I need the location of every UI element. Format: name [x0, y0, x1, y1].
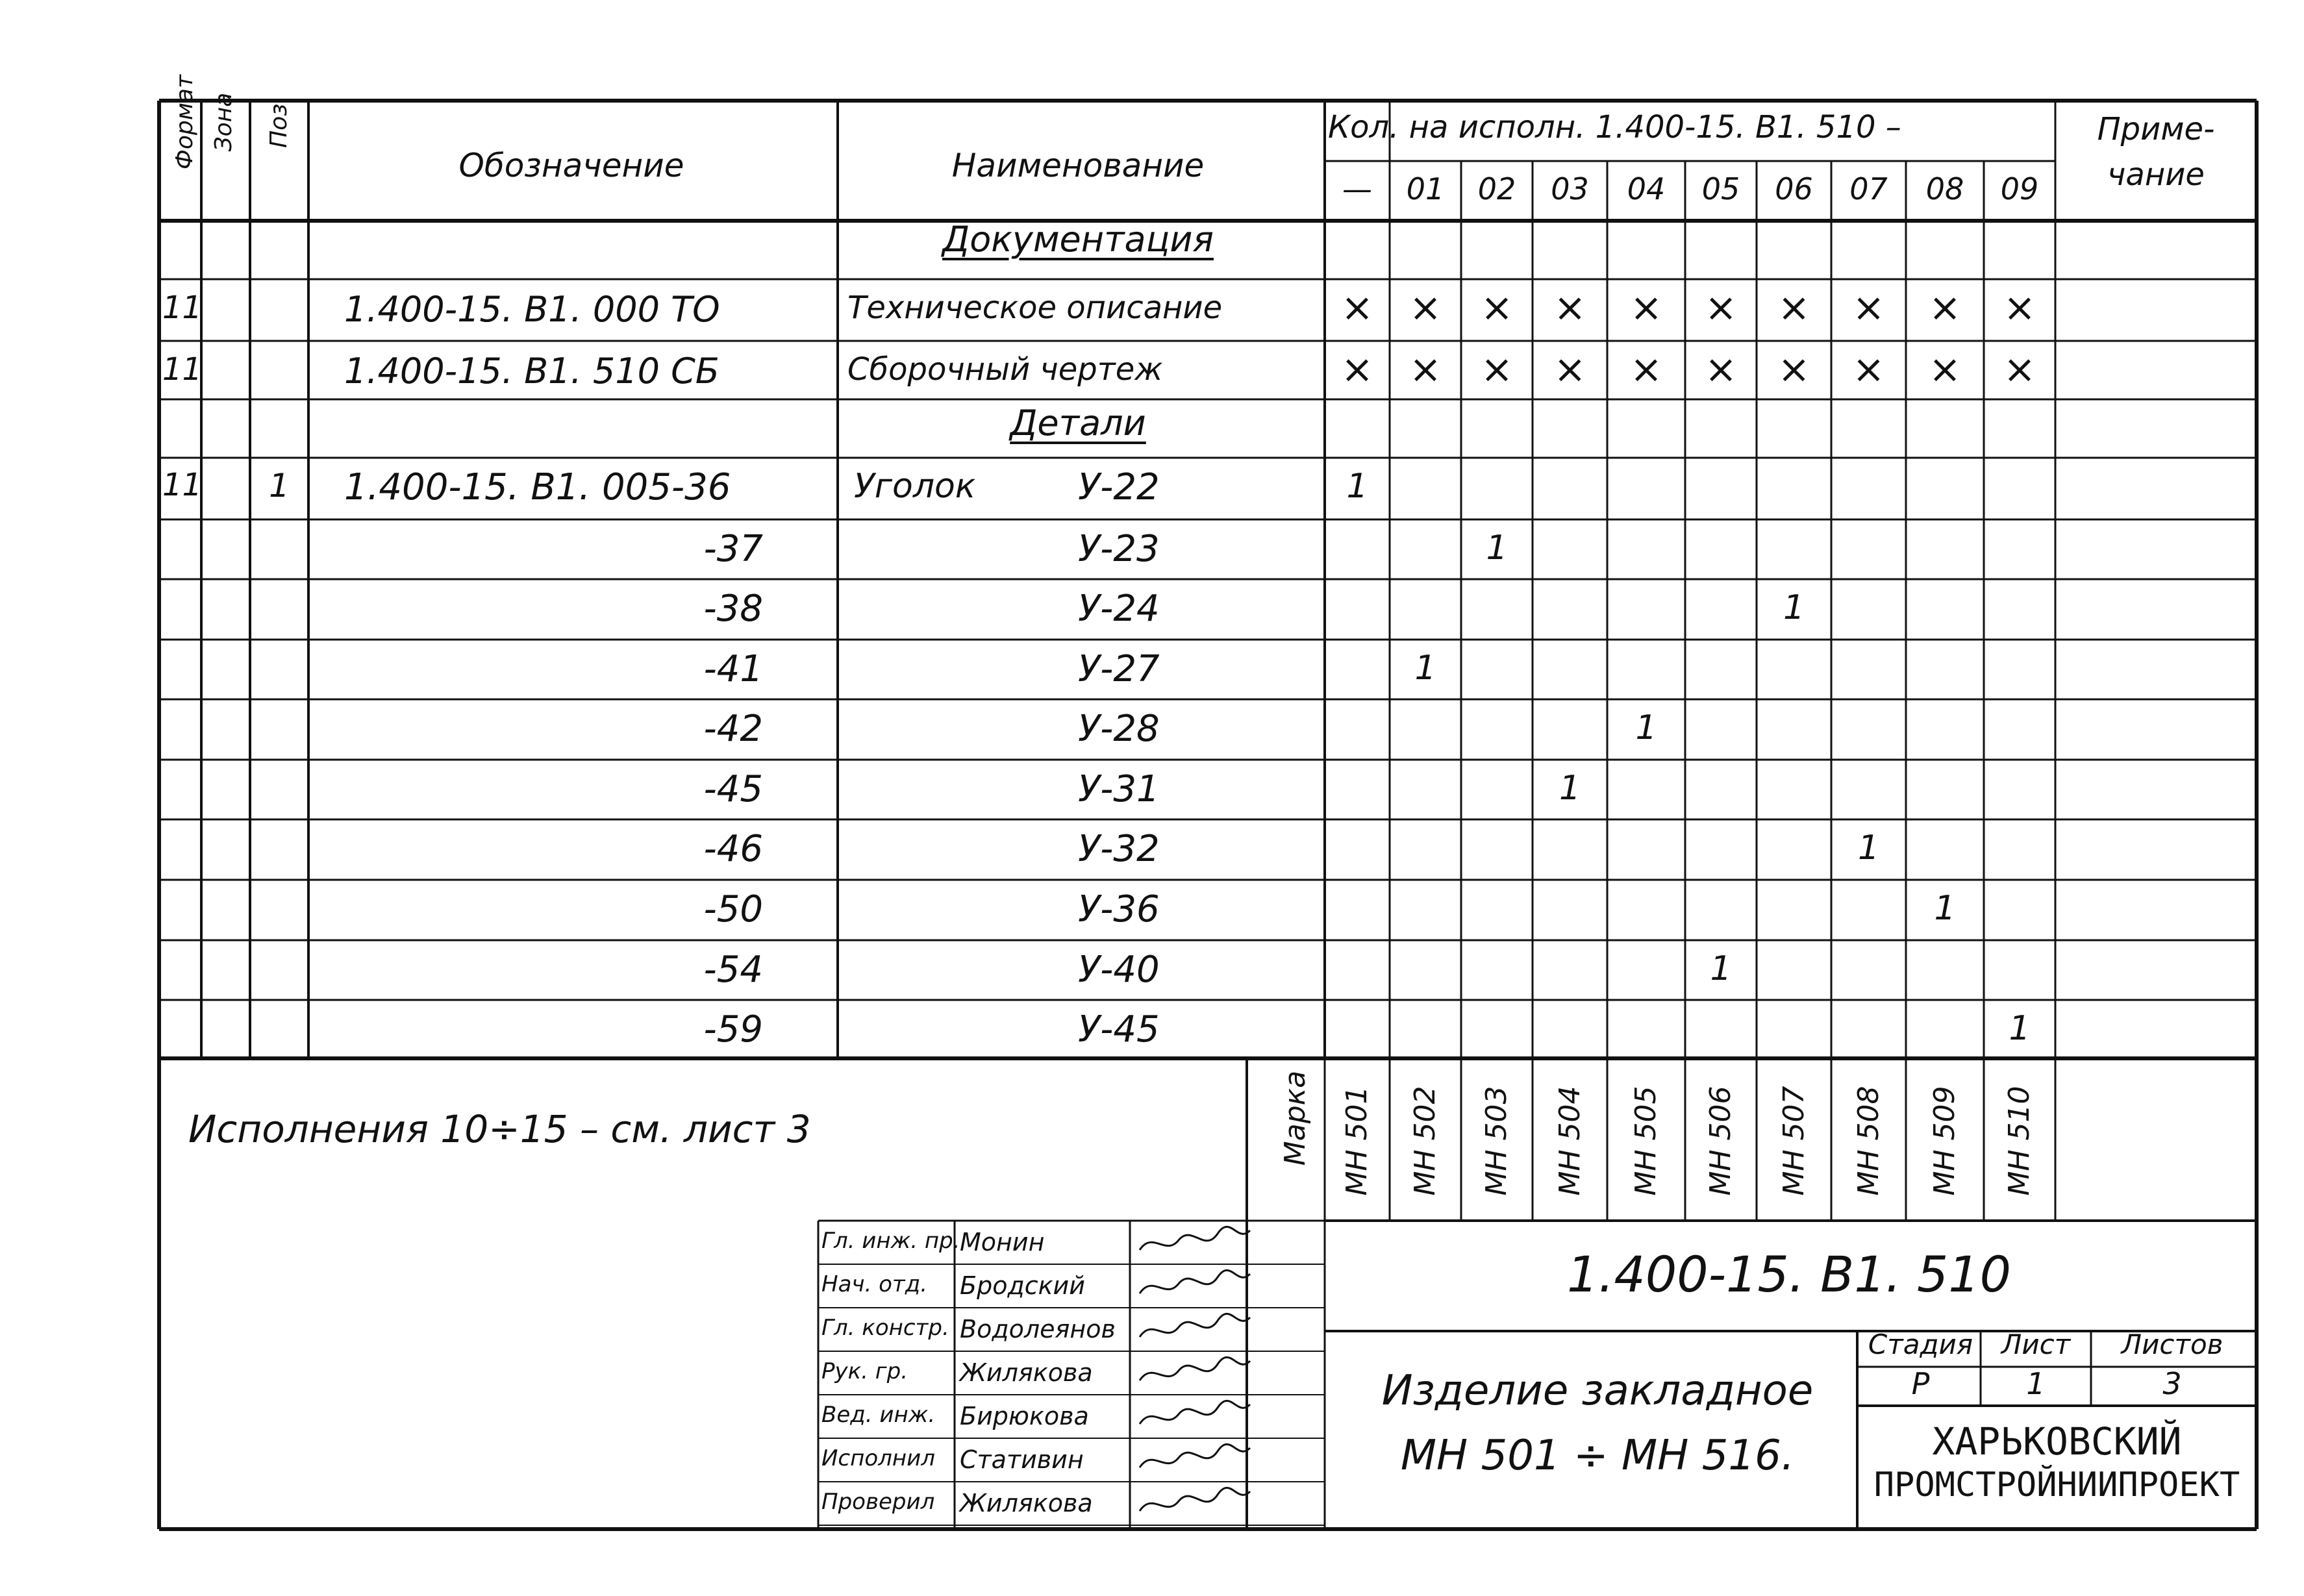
row-designation: -41	[703, 648, 763, 690]
approver-name: Стативин	[960, 1445, 1084, 1474]
row-code: У-40	[1078, 949, 1160, 991]
row-mark: ×	[1480, 285, 1514, 330]
signature-mark	[1140, 1401, 1250, 1424]
row-mark: ×	[1852, 347, 1885, 392]
mark-3: МН 504	[1553, 1086, 1586, 1196]
marks-label: Марка	[1279, 1070, 1312, 1166]
variant-header-9: 09	[2000, 171, 2039, 206]
row-pos: 1	[269, 467, 290, 505]
row-name: Сборочный чертеж	[847, 351, 1163, 388]
row-code: У-22	[1078, 466, 1160, 508]
row-designation: -38	[703, 588, 763, 630]
row-mark: ×	[1928, 285, 1962, 330]
title-line-2: МН 501 ÷ МН 516.	[1400, 1432, 1795, 1480]
row-designation: -42	[703, 708, 763, 750]
row-qty: 1	[1783, 588, 1805, 627]
mark-5: МН 506	[1704, 1086, 1737, 1196]
row-designation: -50	[703, 888, 763, 930]
mark-0: МН 501	[1340, 1086, 1373, 1196]
row-qty: 1	[1710, 949, 1732, 988]
variant-header-0: —	[1342, 171, 1372, 206]
row-mark: ×	[1852, 285, 1885, 330]
row-format: 11	[162, 290, 203, 326]
row-mark: ×	[1629, 285, 1663, 330]
approver-name: Жилякова	[960, 1489, 1093, 1517]
row-mark: ×	[1553, 285, 1586, 330]
row-designation: -54	[703, 949, 763, 991]
row-designation: -37	[703, 528, 763, 570]
signature-mark	[1140, 1314, 1250, 1337]
row-qty: 1	[1559, 769, 1581, 808]
row-designation: 1.400-15. В1. 005-36	[344, 466, 731, 508]
row-mark: ×	[1409, 285, 1442, 330]
row-name: Уголок	[854, 467, 976, 506]
section-details: Детали	[1010, 403, 1146, 443]
row-name: Техническое описание	[847, 290, 1223, 326]
header-pos: Поз.	[266, 96, 292, 148]
row-qty: 1	[1635, 708, 1657, 747]
signature-mark	[1140, 1357, 1250, 1380]
approver-name: Монин	[960, 1228, 1045, 1256]
row-mark: ×	[1777, 347, 1810, 392]
row-designation: 1.400-15. В1. 000 ТО	[344, 289, 720, 330]
variant-header-1: 01	[1406, 171, 1445, 206]
row-qty: 1	[1414, 649, 1436, 688]
title-line-1: Изделие закладное	[1381, 1367, 1814, 1415]
row-mark: ×	[1553, 347, 1586, 392]
approver-role: Исполнил	[821, 1445, 935, 1471]
row-qty: 1	[1346, 467, 1368, 506]
approver-role: Гл. инж. пр.	[821, 1228, 960, 1254]
row-designation: -59	[703, 1008, 763, 1051]
sheet-value: 1	[2026, 1366, 2046, 1401]
sheet-label: Лист	[2001, 1328, 2071, 1360]
mark-2: МН 503	[1480, 1086, 1513, 1196]
header-note-1: Приме-	[2097, 111, 2215, 147]
row-code: У-32	[1078, 828, 1160, 870]
footnote: Исполнения 10÷15 – см. лист 3	[188, 1107, 811, 1151]
row-code: У-27	[1078, 648, 1160, 690]
stage-value: Р	[1911, 1366, 1930, 1401]
row-mark: ×	[1704, 347, 1738, 392]
approver-role: Нач. отд.	[821, 1271, 928, 1297]
row-mark: ×	[1629, 347, 1663, 392]
document-code: 1.400-15. В1. 510	[1567, 1245, 2011, 1303]
header-qty: Кол. на исполн. 1.400-15. В1. 510 –	[1328, 109, 1901, 145]
row-code: У-45	[1078, 1008, 1160, 1051]
row-qty: 1	[1486, 529, 1508, 567]
row-qty: 1	[1934, 889, 1956, 928]
row-designation: 1.400-15. В1. 510 СБ	[344, 351, 720, 392]
approver-role: Рук. гр.	[821, 1358, 908, 1384]
row-mark: ×	[1928, 347, 1962, 392]
header-zone: Зона	[210, 92, 237, 152]
approver-name: Бродский	[960, 1271, 1085, 1300]
sheets-label: Листов	[2121, 1328, 2223, 1360]
signature-mark	[1140, 1270, 1250, 1293]
variant-header-3: 03	[1551, 171, 1589, 206]
mark-8: МН 509	[1928, 1086, 1961, 1196]
approver-role: Проверил	[821, 1489, 935, 1515]
header-note-2: чание	[2107, 156, 2205, 193]
approver-role: Вед. инж.	[821, 1402, 936, 1428]
mark-7: МН 508	[1851, 1086, 1885, 1196]
row-mark: ×	[1340, 347, 1374, 392]
row-qty: 1	[2009, 1009, 2031, 1048]
sheets-value: 3	[2162, 1366, 2182, 1401]
row-designation: -46	[703, 828, 763, 870]
signature-mark	[1140, 1444, 1250, 1467]
approver-name: Жилякова	[960, 1358, 1093, 1387]
approver-name: Водолеянов	[960, 1315, 1116, 1343]
variant-header-6: 06	[1775, 171, 1813, 206]
header-format: Формат	[171, 74, 198, 170]
row-mark: ×	[1409, 347, 1442, 392]
variant-header-2: 02	[1477, 171, 1516, 206]
row-mark: ×	[1340, 285, 1374, 330]
row-qty: 1	[1857, 829, 1880, 867]
row-code: У-28	[1078, 708, 1160, 750]
stage-label: Стадия	[1868, 1328, 1973, 1360]
variant-header-5: 05	[1701, 171, 1740, 206]
row-code: У-36	[1078, 888, 1160, 930]
organization-line-2: ПРОМСТРОЙНИИПРОЕКТ	[1873, 1465, 2240, 1504]
signature-mark	[1140, 1227, 1250, 1250]
variant-header-4: 04	[1627, 171, 1666, 206]
section-documentation: Документация	[942, 219, 1214, 260]
row-code: У-23	[1078, 528, 1160, 570]
mark-6: МН 507	[1777, 1086, 1810, 1196]
variant-header-7: 07	[1849, 171, 1888, 206]
row-mark: ×	[2003, 285, 2036, 330]
row-mark: ×	[1704, 285, 1738, 330]
mark-1: МН 502	[1409, 1086, 1442, 1196]
row-format: 11	[162, 351, 203, 388]
row-designation: -45	[703, 768, 763, 810]
header-designation: Обозначение	[458, 147, 684, 184]
approver-name: Бирюкова	[960, 1402, 1089, 1430]
row-format: 11	[162, 467, 203, 503]
row-mark: ×	[1777, 285, 1810, 330]
row-mark: ×	[1480, 347, 1514, 392]
row-mark: ×	[2003, 347, 2036, 392]
row-code: У-24	[1078, 588, 1160, 630]
signature-mark	[1140, 1488, 1250, 1511]
approver-role: Гл. констр.	[821, 1315, 949, 1341]
row-code: У-31	[1078, 768, 1160, 810]
mark-4: МН 505	[1629, 1086, 1662, 1196]
mark-9: МН 510	[2003, 1086, 2036, 1196]
header-name: Наименование	[951, 147, 1205, 184]
variant-header-8: 08	[1925, 171, 1964, 206]
organization-line-1: ХАРЬКОВСКИЙ	[1932, 1419, 2182, 1464]
